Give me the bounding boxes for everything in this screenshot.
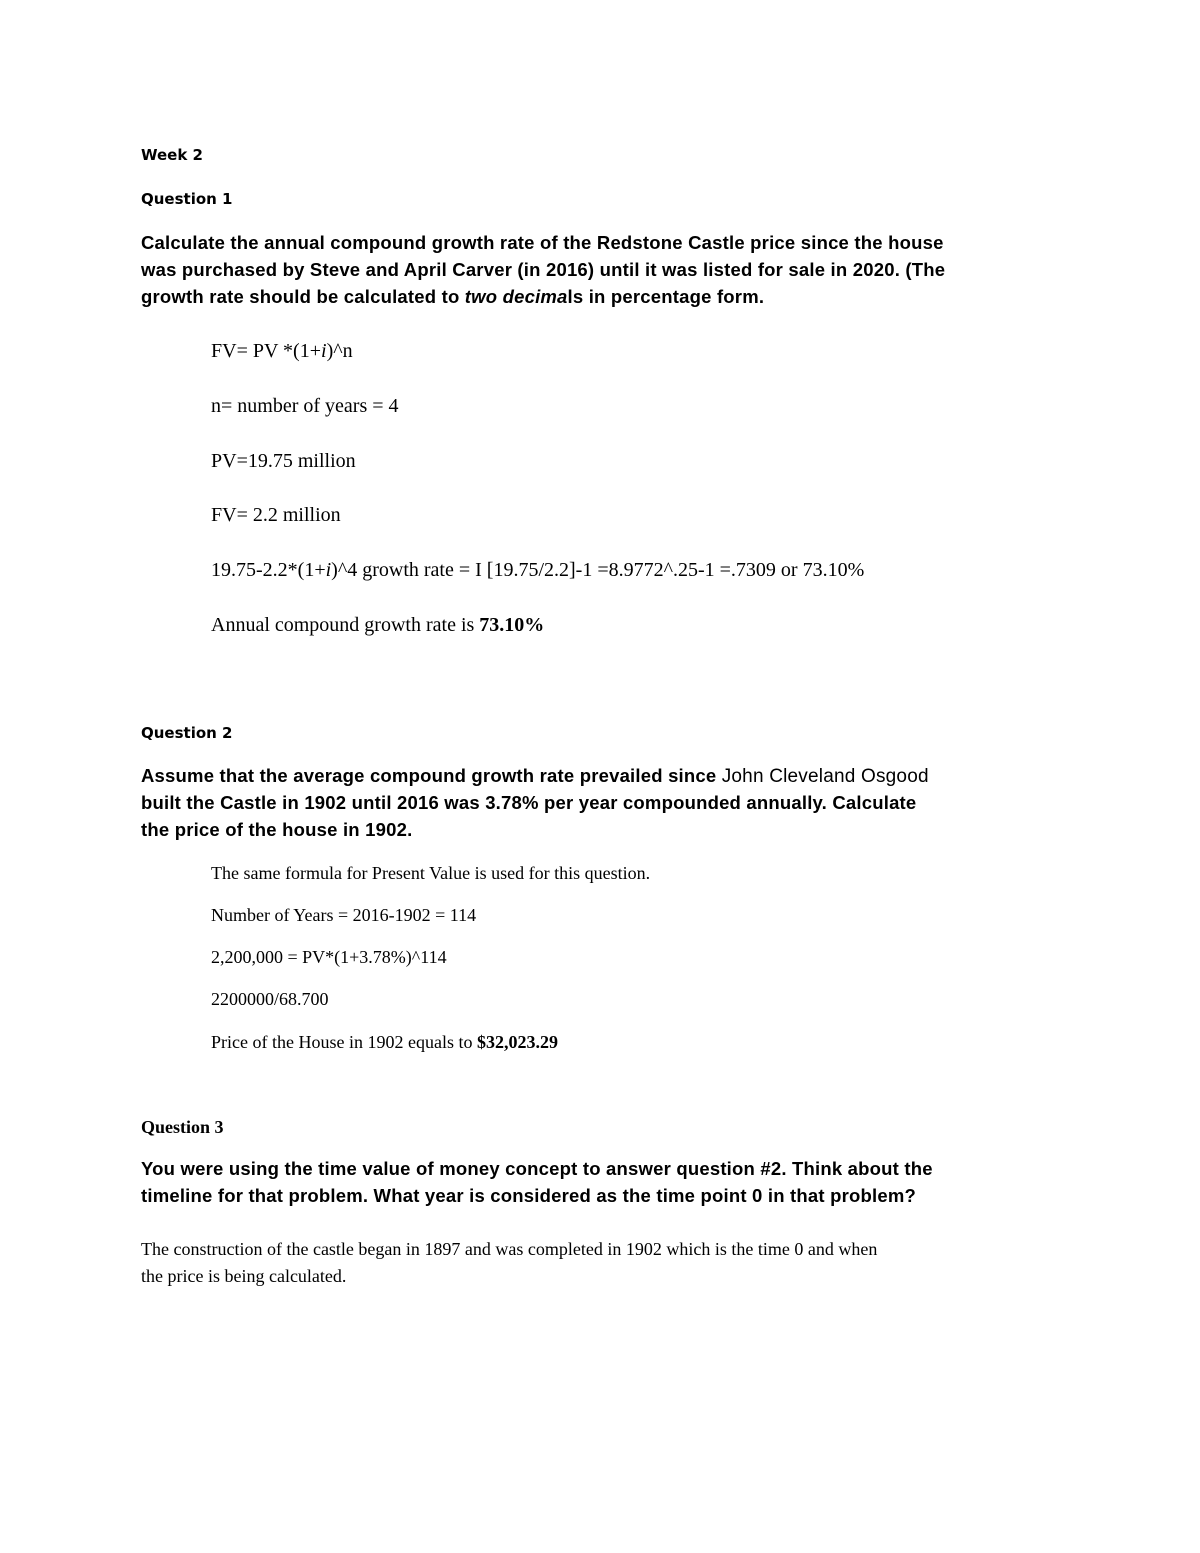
question-1-heading: Question 1 <box>141 190 233 208</box>
pv-equation: 2,200,000 = PV*(1+3.78%)^114 <box>211 947 447 967</box>
growth-rate-calculation: 19.75-2.2*(1+i)^4 growth rate = I [19.75/2.2]-1 =8.9772^.25-1 =.7309 or 73.10% <box>211 559 865 581</box>
question-2-answer-value: $32,023.29 <box>476 1032 558 1052</box>
question-1-prompt-line-3: growth rate should be calculated to two decimals in percentage form. <box>141 286 765 307</box>
question-2-prompt-line-2: built the Castle in 1902 until 2016 was 3.78% per year compounded annually. Calculate <box>141 792 917 813</box>
question-2-prompt-line-1: Assume that the average compound growth rate prevailed since John Cleveland Osgood <box>141 765 929 787</box>
question-1-answer: Annual compound growth rate is 73.10% <box>211 614 545 636</box>
question-3-answer-line-2: the price is being calculated. <box>141 1266 347 1286</box>
question-3-heading: Question 3 <box>141 1117 224 1137</box>
question-2-heading: Question 2 <box>141 724 233 742</box>
osgood-name: John Cleveland Osgood <box>721 766 929 787</box>
question-3-prompt-line-2: timeline for that problem. What year is considered as the time point 0 in that problem? <box>141 1185 916 1206</box>
number-of-years: Number of Years = 2016-1902 = 114 <box>211 905 477 925</box>
n-definition: n= number of years = 4 <box>211 395 399 417</box>
pv-division: 2200000/68.700 <box>211 989 329 1009</box>
question-3-prompt-line-1: You were using the time value of money concept to answer question #2. Think about the <box>141 1158 933 1179</box>
week-title: Week 2 <box>141 146 203 164</box>
question-1-prompt-line-2: was purchased by Steve and April Carver (in 2016) until it was listed for sale in 2020. (The <box>141 259 946 280</box>
question-1-prompt-line-1: Calculate the annual compound growth rate of the Redstone Castle price since the house <box>141 232 944 253</box>
pv-formula-note: The same formula for Present Value is used for this question. <box>211 863 651 883</box>
fv-formula: FV= PV *(1+i)^n <box>211 340 353 362</box>
question-2-prompt-line-3: the price of the house in 1902. <box>141 819 413 840</box>
fv-value: FV= 2.2 million <box>211 504 341 526</box>
pv-value: PV=19.75 million <box>211 450 356 472</box>
question-2-answer: Price of the House in 1902 equals to $32,023.29 <box>211 1032 558 1052</box>
question-3-answer-line-1: The construction of the castle began in 1897 and was completed in 1902 which is the time 0 and when <box>141 1239 878 1259</box>
question-1-answer-value: 73.10% <box>479 614 545 636</box>
